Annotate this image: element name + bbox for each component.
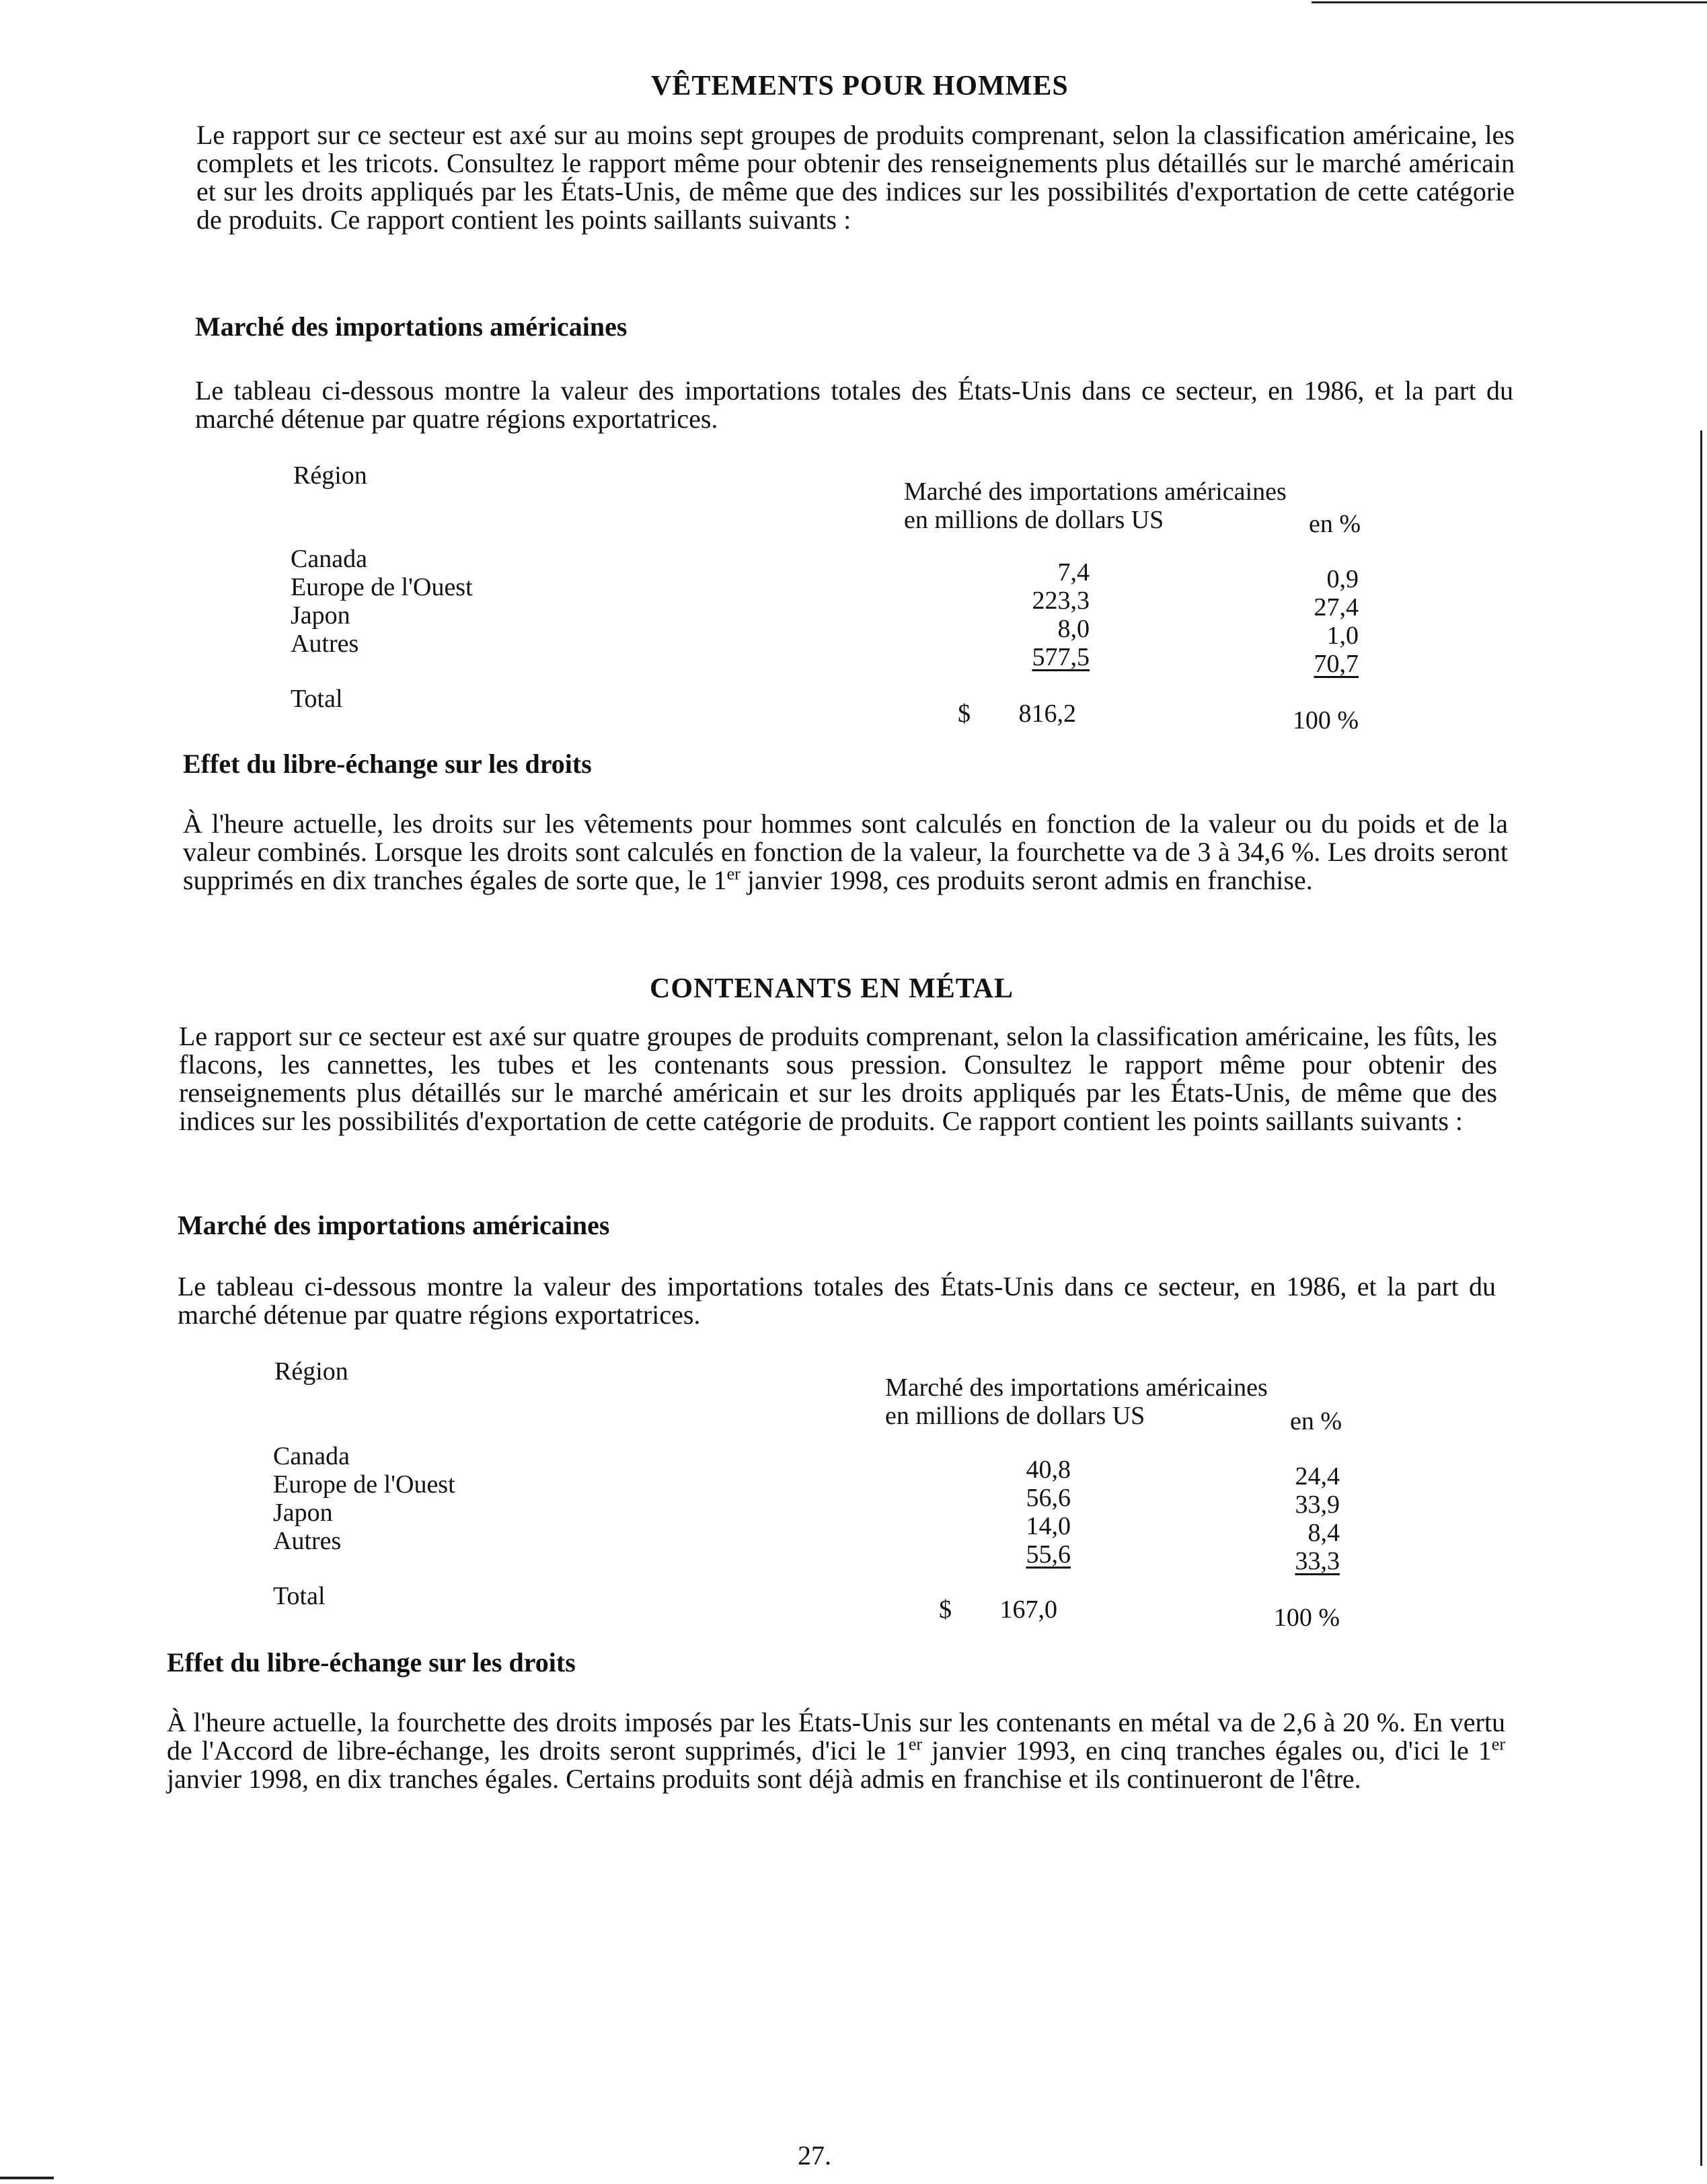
effect-text-part: janvier 1998, en dix tranches égales. Certains produits sont déjà admis en franchise et ils continueront de l'être. (167, 1764, 1361, 1794)
table-row-value: 8,0 (1057, 615, 1090, 643)
section1-effect-text (183, 810, 1508, 895)
ordinal-superscript: er (1491, 1734, 1505, 1754)
table-row-region: Japon (273, 1499, 333, 1527)
col-header-pct: en % (1309, 510, 1361, 538)
top-edge-rule (1312, 1, 1707, 3)
table-row-value: 7,4 (1057, 558, 1090, 587)
table-row-value: 14,0 (1026, 1512, 1071, 1540)
section2-effect-heading: Effet du libre-échange sur les droits (167, 1647, 576, 1678)
table-row-pct: 1,0 (1326, 622, 1359, 650)
section2-market-heading: Marché des importations américaines (178, 1210, 610, 1240)
section1-market-heading: Marché des importations américaines (195, 311, 628, 342)
table-row-region: Autres (273, 1527, 342, 1555)
table-row-pct: 27,4 (1314, 593, 1359, 622)
section1-effect-heading: Effet du libre-échange sur les droits (183, 749, 592, 779)
section1-title: VÊTEMENTS POUR HOMMES (651, 71, 1069, 102)
effect-text-part: À l'heure actuelle, la fourchette des droits imposés par les États-Unis sur les contenants en métal va de 2,6 à 20 %. En vertu de l'Accord de libre-échange, les droits seront supprimés, d'ici le 1 (167, 1707, 1505, 1766)
table-row-pct: 24,4 (1295, 1462, 1340, 1491)
effect-text-part: À l'heure actuelle, les droits sur les vêtements pour hommes sont calculés en fonction de la valeur ou du poids et de la valeur combinés. Lorsque les droits sont calculés en fonction de la valeur, la fourchette va de 3 à 34,6 %. Les droits seront supprimés en dix tranches égales de sorte que, le 1 (183, 808, 1508, 895)
table-total-value: 816,2 (1018, 700, 1076, 728)
section2-market-text: Le tableau ci-dessous montre la valeur des importations totales des États-Unis dans ce secteur, en 1986, et la part du marché détenue par quatre régions exportatrices. (178, 1271, 1496, 1330)
table-row-region: Canada (273, 1442, 350, 1470)
table-row-region: Europe de l'Ouest (291, 573, 473, 601)
table-row-pct: 70,7 (1314, 650, 1359, 678)
section2-intro: Le rapport sur ce secteur est axé sur quatre groupes de produits comprenant, selon la classification américaine, les fûts, les flacons, les cannettes, les tubes et les contenants sous pression. Consultez le rapport même pour obtenir des renseignements plus détaillés sur le marché américain et sur les droits appliqués par les États-Unis, de même que des indices sur les possibilités d'exportation de cette catégorie de produits. Ce rapport contient les points saillants suivants : (179, 1021, 1497, 1136)
ordinal-superscript: er (908, 1734, 923, 1754)
col-header-pct: en % (1290, 1407, 1342, 1435)
effect-text-part: janvier 1993, en cinq tranches égales ou, d'ici le 1 (922, 1735, 1492, 1766)
table-row-value: 55,6 (1026, 1540, 1071, 1569)
section2-title: CONTENANTS EN MÉTAL (650, 973, 1014, 1004)
col-header-value-line2: en millions de dollars US (885, 1402, 1145, 1430)
table-row-value: 40,8 (1026, 1456, 1071, 1484)
col-header-value-line1: Marché des importations américaines (885, 1373, 1268, 1402)
table-total-currency: $ (958, 700, 971, 728)
col-header-region: Région (274, 1357, 348, 1386)
table-row-pct: 0,9 (1326, 565, 1359, 593)
table-row-pct: 33,3 (1295, 1547, 1340, 1575)
table-total-currency: $ (939, 1595, 952, 1624)
section2-effect-text (167, 1708, 1505, 1793)
table-total-label: Total (291, 685, 343, 713)
table-total-pct: 100 % (1273, 1604, 1340, 1632)
col-header-value-line2: en millions de dollars US (904, 506, 1164, 534)
table-row-value: 577,5 (1032, 643, 1090, 671)
bottom-left-mark (0, 2177, 54, 2179)
table-row-value: 223,3 (1032, 587, 1090, 615)
table-row-pct: 8,4 (1307, 1519, 1340, 1547)
table-row-value: 56,6 (1026, 1484, 1071, 1512)
page-number: 27. (798, 2140, 831, 2171)
effect-text-part: janvier 1998, ces produits seront admis en franchise. (740, 865, 1313, 895)
section1-market-text: Le tableau ci-dessous montre la valeur des importations totales des États-Unis dans ce secteur, en 1986, et la part du marché détenue par quatre régions exportatrices. (195, 375, 1513, 434)
ordinal-superscript: er (726, 864, 741, 884)
table-row-pct: 33,9 (1295, 1491, 1340, 1519)
table-row-region: Canada (291, 545, 367, 573)
table-row-region: Japon (291, 601, 350, 630)
right-edge-rule (1700, 430, 1702, 2166)
section1-intro: Le rapport sur ce secteur est axé sur au moins sept groupes de produits comprenant, selon la classification américaine, les complets et les tricots. Consultez le rapport même pour obtenir des renseignements plus détaillés sur le marché américain et sur les droits appliqués par les États-Unis, de même que des indices sur les possibilités d'exportation de cette catégorie de produits. Ce rapport contient les points saillants suivants : (196, 120, 1515, 235)
table-row-region: Autres (291, 630, 359, 658)
table-row-region: Europe de l'Ouest (273, 1470, 455, 1499)
table-total-label: Total (273, 1582, 326, 1610)
col-header-value-line1: Marché des importations américaines (904, 478, 1287, 506)
table-total-value: 167,0 (999, 1595, 1057, 1624)
col-header-region: Région (293, 461, 367, 490)
table-total-pct: 100 % (1292, 706, 1359, 735)
